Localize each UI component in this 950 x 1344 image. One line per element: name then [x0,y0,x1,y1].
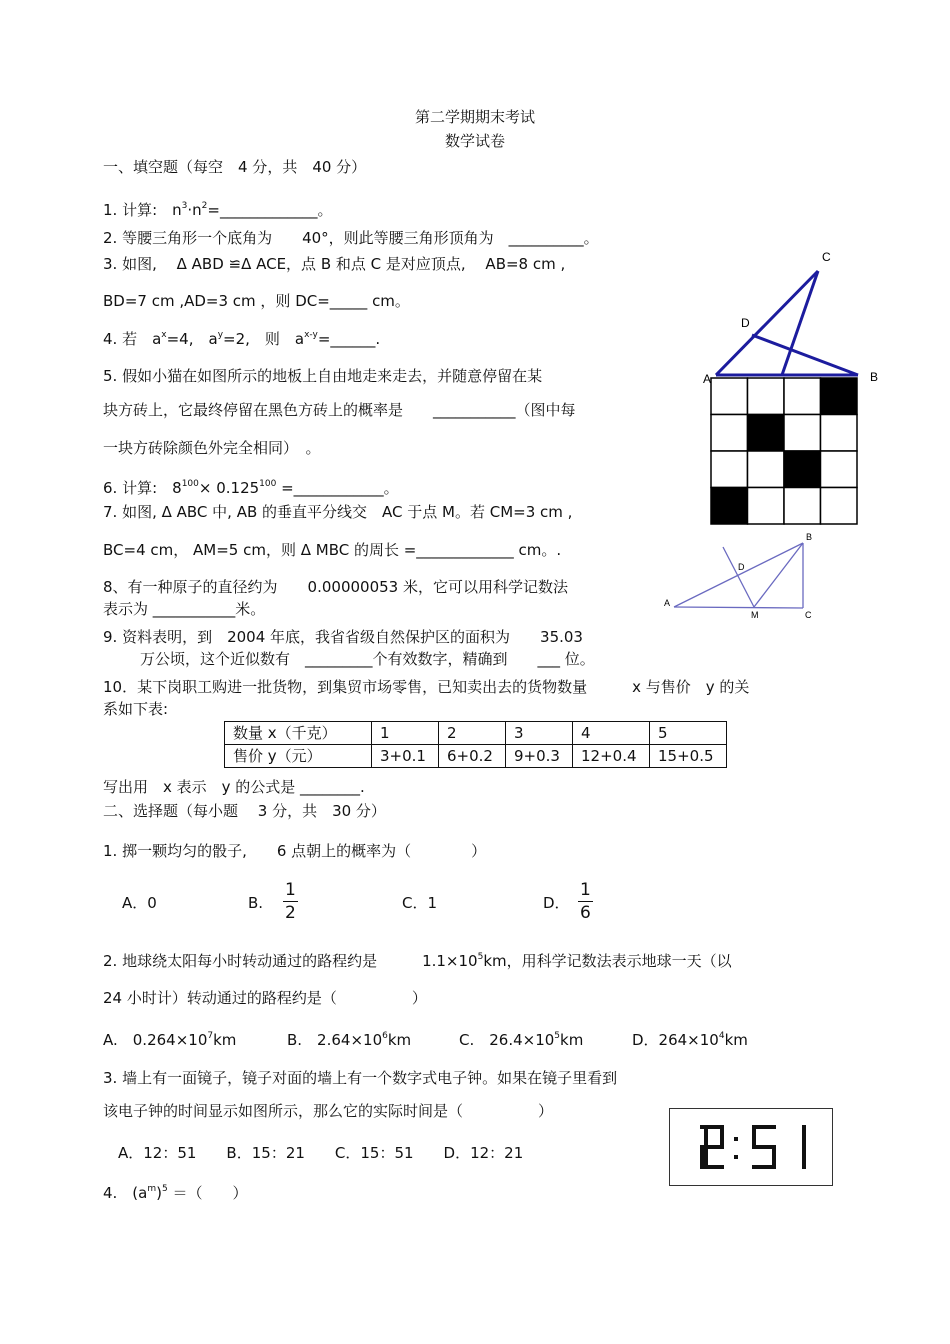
s2-q3-line1: 3. 墙上有一面镜子，镜子对面的墙上有一个数字式电子钟。如果在镜子里看到 [103,1069,618,1087]
s1-q4: 4. 若 $a^x=4$, $a^y=2$, 则 $a^{x-y}=\_\_\_\_\_\_$. [103,330,381,348]
black-tile [748,415,785,452]
white-tile [821,451,858,488]
white-tile [784,415,821,452]
segment-ab [674,543,803,607]
s1-q8-line1: 8、有一种原子的直径约为 0.00000053 米，它可以用科学记数法 [103,578,568,596]
s1-q5-line1: 5. 假如小猫在如图所示的地板上自由地走来走去，并随意停留在某 [103,367,543,385]
s2-q2-option-b: B. $2.64\times 10^6km$ [287,1031,412,1049]
black-tile [821,378,858,415]
label-d: D [738,562,745,572]
table-cell: 3 [506,722,573,745]
table-cell: 15+0.5 [650,745,727,768]
label-c: C [805,610,812,620]
white-tile [748,488,785,525]
segment-mb [754,543,803,607]
section1-heading: 一、填空题（每空 4 分，共 40 分） [103,158,367,176]
s2-q3-line2: 该电子钟的时间显示如图所示，那么它的实际时间是（ ） [103,1102,554,1120]
black-tile [711,488,748,525]
s1-q3-line2: BD=7 cm ,AD=3 cm ，则 DC=_____ cm。 [103,292,410,310]
s1-q8-line2: 表示为 ___________米。 [103,600,266,618]
table-cell: 2 [439,722,506,745]
table-cell: 1 [372,722,439,745]
s2-q2-option-a: A. $0.264\times 10^7km$ [103,1031,237,1049]
white-tile [748,378,785,415]
s2-q2-line1: 2. 地球绕太阳每小时转动通过的路程约是 $1.1\times 10^5km$，用科学记数法表示地球一天（以 [103,952,732,970]
table-cell: 数量 x（千克） [225,722,372,745]
table-row [225,745,727,768]
exam-subtitle: 数学试卷 [444,132,505,150]
s1-q9-line2: 万公顷，这个近似数有 _________个有效数字，精确到 ___ 位。 [140,650,595,668]
s1-q5-line2: 块方砖上，它最终停留在黑色方砖上的概率是 ___________（图中每 [103,401,576,419]
s1-q10-line2: 系如下表: [103,700,169,718]
segment-ac [674,607,803,608]
s2-q1-option-d: D． [543,894,570,912]
white-tile [711,378,748,415]
clock-colon-dot [734,1155,738,1159]
white-tile [821,488,858,525]
section2-heading: 二、选择题（每小题 3 分，共 30 分） [103,802,386,820]
label-a: A [703,372,712,386]
label-a: A [664,598,671,608]
s1-q10-line3: 写出用 x 表示 y 的公式是 ________. [103,778,365,796]
perpendicular-bisector-figure [660,530,830,625]
s2-q1-option-a: A．0 [122,894,157,912]
s2-q4: 4. $(a^m)^5$ ＝（ ） [103,1184,248,1202]
s2-q1: 1. 掷一颗均匀的骰子, 6 点朝上的概率为（ ） [103,842,487,860]
s2-q1-option-b: B. [248,894,264,912]
floor-tile-grid [710,377,858,525]
bisector-line [723,547,754,607]
table-row [225,722,727,745]
white-tile [784,378,821,415]
s1-q3-line1: 3. 如图, Δ ABD ≌Δ ACE，点 B 和点 C 是对应顶点, AB=8 cm , [103,255,566,273]
s1-q7-line1: 7. 如图, Δ ABC 中, AB 的垂直平分线交 AC 于点 M。若 CM=3 cm , [103,503,573,521]
table-cell: 3+0.1 [372,745,439,768]
s2-q2-line2: 24 小时计）转动通过的路程约是（ ） [103,989,427,1007]
table-cell: 9+0.3 [506,745,573,768]
fraction-one-half: $\frac{1}{2}$ [285,880,296,923]
white-tile [784,488,821,525]
s2-q2-option-c: C. $26.4\times 10^5km$ [459,1031,584,1049]
s1-q5-line3: 一块方砖除颜色外完全相同） 。 [103,439,321,457]
clock-colon-dot [734,1137,738,1141]
table-cell: 12+0.4 [573,745,650,768]
white-tile [821,415,858,452]
triangle-figure-abd-ace [700,245,890,390]
digital-clock [669,1108,833,1186]
s1-q6: 6. 计算: $8^{100}\times 0.125^{100}$ =____________。 [103,479,399,497]
table-cell: 售价 y（元） [225,745,372,768]
table-cell: 5 [650,722,727,745]
s1-q9-line1: 9. 资料表明，到 2004 年底，我省省级自然保护区的面积为 35.03 [103,628,583,646]
label-b: B [806,532,813,542]
segment-db [752,335,858,375]
segment-ac [716,271,818,375]
white-tile [711,415,748,452]
fraction-one-sixth: $\frac{1}{6}$ [580,880,591,923]
s1-q7-line2: BC=4 cm， AM=5 cm，则 Δ MBC 的周长 =_____________ cm。. [103,541,562,559]
s2-q2-option-d: D．$264\times 10^4km$ [632,1031,748,1049]
table-cell: 4 [573,722,650,745]
label-c: C [822,250,831,264]
white-tile [711,451,748,488]
label-m: M [751,610,759,620]
s1-q2: 2. 等腰三角形一个底角为 40°，则此等腰三角形顶角为 __________。 [103,229,599,247]
white-tile [748,451,785,488]
clock-display [684,1125,820,1169]
label-d: D [741,316,750,330]
price-table [224,721,727,768]
black-tile [784,451,821,488]
s1-q10-line1: 10．某下岗职工购进一批货物，到集贸市场零售，已知卖出去的货物数量 x 与售价 y 的关 [103,678,750,696]
exam-title: 第二学期期末考试 [414,108,535,126]
s2-q3-options: A．12：51 B．15：21 C．15：51 D．12：21 [118,1144,524,1162]
s1-q1: 1. 计算: $n^3\cdot n^2=\_\_\_\_\_\_\_\_\_\_\_\_\_$。 [103,201,333,219]
label-b: B [870,370,879,384]
table-cell: 6+0.2 [439,745,506,768]
s2-q1-option-c: C．1 [402,894,438,912]
